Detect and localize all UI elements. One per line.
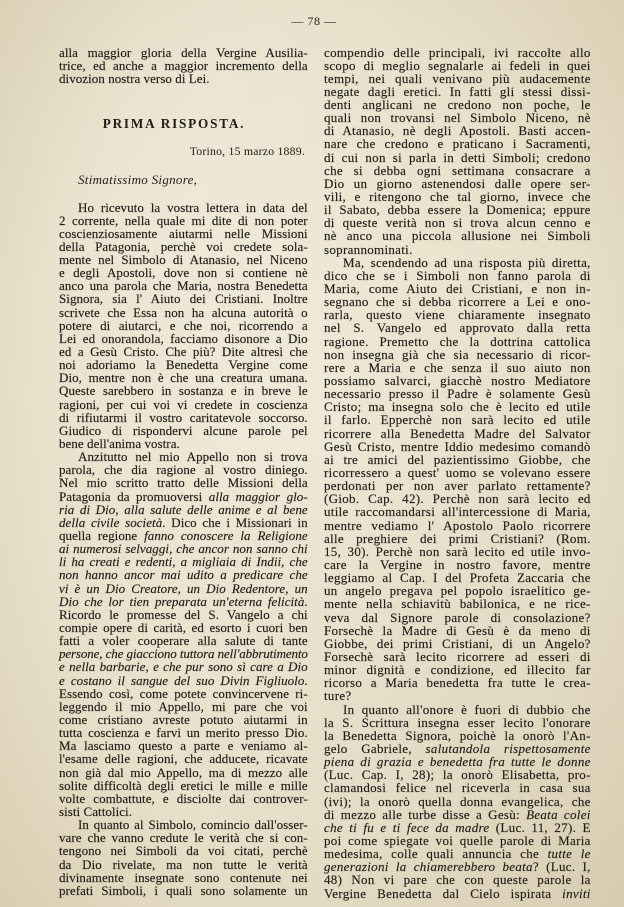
text-line: di cui non si parla in detti Simboli; credono xyxy=(324,149,591,165)
text-line: rarla, questo viene chiaramente insegnato xyxy=(324,307,591,323)
text-line: minor dignità e condizione, ed illecito far xyxy=(324,662,591,678)
italic-text: inviti xyxy=(562,885,591,901)
text-line: nel S. Vangelo ed approvato dalla retta xyxy=(324,320,591,336)
text-line: clamandosi felice nel riceverla in casa sua xyxy=(324,780,591,796)
text-line: Maria, come Aiuto dei Cristiani, e non in- xyxy=(324,281,591,297)
text-line: negate dagli eretici. In fatti gli stessi dissi- xyxy=(324,83,591,99)
text-line: mente nella schiavitù babilonica, e ne rice- xyxy=(324,596,591,612)
text-line: ed a Gesù Cristo. Che più? Dite altresì che xyxy=(59,344,308,360)
text-line: necessario presso il Padre è solamente Gesù xyxy=(324,386,591,402)
text-line: compie opere di carità, ed esorto i cuori ben xyxy=(59,620,308,635)
text-line: un angelo pregava pel popolo israelitico ge- xyxy=(324,583,591,599)
text-line: scopo di meglio segnalarle ai fedeli in quei xyxy=(324,57,591,73)
text-line: Gesù Cristo, mentre Iddio medesimo comandò xyxy=(324,438,591,454)
text-line: mentre vediamo l' Apostolo Paolo ricorrere xyxy=(324,517,591,533)
text-line: Signora, sia l' Aiuto dei Cristiani. Inoltre xyxy=(59,291,308,307)
text-line: la Benedetta Signora, poichè la onorò l'An- xyxy=(324,727,591,743)
text-segment: . xyxy=(304,593,308,609)
text-line: ragione. Premetto che la dottrina cattolica xyxy=(324,333,591,349)
text-line: Queste sarebbero in sostanza e in breve le xyxy=(59,383,308,399)
continued-paragraph xyxy=(59,46,308,85)
italic-text: alla maggior glo- xyxy=(208,488,308,504)
text-line: che si debba ogni settimana consacrare a xyxy=(324,162,591,178)
text-line: non insegna già che sia necessario di ricor- xyxy=(324,346,591,362)
text-segment: . xyxy=(304,672,308,688)
text-line: Giudico di rispondervi alcune parole pel xyxy=(59,422,308,438)
text-line: bene dell'anima vostra. xyxy=(59,436,180,452)
text-line: non già dal mio Appello, ma di mezzo alle xyxy=(59,764,308,780)
text-line: trice, ed anche a maggior incremento della xyxy=(59,57,308,73)
text-line: leggendo il mio Appello, mi pare che voi xyxy=(59,698,308,714)
text-line xyxy=(59,595,308,608)
text-line: di rifiutarmi il vostro caritatevole soccorso. xyxy=(59,409,308,425)
text-line: alle preghiere dei primi Cristiani? (Rom. xyxy=(324,530,591,546)
text-line: utile raccomandarsi all'intercessione di Maria, xyxy=(324,504,591,520)
text-segment: gelo Gabriele, xyxy=(324,740,426,756)
text-line: ricorrere alla Benedetta Madre del Salvator xyxy=(324,425,591,441)
text-line: divozion nostra verso di Lei. xyxy=(59,70,210,86)
text-line: Forsechè la Madre di Gesù è da meno di xyxy=(324,622,591,638)
text-line: Lei ed onorandola, facciamo disonore a Dio xyxy=(59,330,308,346)
right-column xyxy=(324,0,591,907)
italic-text: tutte le xyxy=(547,846,591,862)
text-segment: medesima, colle quali annuncia che xyxy=(324,846,548,862)
italic-text: della civile società xyxy=(59,514,163,530)
italic-text: fanno conoscere la Religione xyxy=(144,528,308,544)
text-line: di Atanasio, nè degli Apostoli. Basti accen- xyxy=(324,123,591,139)
text-line: rere a Maria e che senza il suo aiuto non xyxy=(324,359,591,375)
text-line: ture? xyxy=(324,688,352,704)
text-line: compendio delle principali, ivi raccolte allo xyxy=(324,44,591,60)
text-segment: quella regione xyxy=(59,528,145,544)
paragraph xyxy=(324,256,591,703)
text-line: possiamo salvarci, giacchè nostro Mediatore xyxy=(324,373,591,389)
text-line xyxy=(324,821,591,834)
text-segment: . Dico che i Missionari in xyxy=(162,514,308,530)
text-line: (ivi); la onorò quella donna evangelica, che xyxy=(324,793,591,809)
text-line: coscienziosamente aiutarmi nelle Missioni xyxy=(59,225,308,241)
text-line: vare che vanno credute le verità che si con- xyxy=(59,830,308,846)
left-column xyxy=(59,0,308,907)
text-line: Essendo così, come potete convincervene ri- xyxy=(59,685,308,701)
text-line: denti anglicani ne credono non poche, le xyxy=(324,97,591,113)
text-line: tutta coscienza e farvi un merito presso Dio. xyxy=(59,725,308,741)
text-line: nare che credono e praticano i Sacramenti, xyxy=(324,136,591,152)
text-line: 48) Non vi pare che con queste parole la xyxy=(324,872,591,888)
text-line: Ma, scendendo ad una risposta più diretta, xyxy=(343,254,591,270)
text-line: volte combattute, e disciolte dai controver- xyxy=(59,790,308,806)
section-heading: PRIMA RISPOSTA. xyxy=(102,116,246,131)
text-line: care la Vergine in nostro favore, mentre xyxy=(324,556,591,572)
letter-body xyxy=(59,201,308,897)
text-line: da Dio rivelate, ma non tutte le verità xyxy=(59,856,308,872)
italic-text: ai numerosi selvaggi, che ancor non sanno chi xyxy=(59,541,308,557)
text-line: leggiamo al Cap. I del Profeta Zaccaria che xyxy=(324,570,591,586)
text-line: Nel mio scritto tratto delle Missioni della xyxy=(59,475,308,491)
text-line: soprannominati. xyxy=(324,241,413,257)
italic-text: e nella barbarie, e che pur sono sì care a Dio xyxy=(59,659,308,675)
italic-text: salutandola rispettosamente xyxy=(425,740,591,756)
italic-text: che ti fu e ti fece da madre xyxy=(324,819,490,835)
text-line: solite difficoltà degli eretici le mille e mille xyxy=(59,777,308,793)
text-line: nè anco una piccola allusione nei Simboli xyxy=(324,228,591,244)
paragraph xyxy=(59,201,308,451)
text-line: 2 corrente, nella quale mi dite di non poter xyxy=(59,212,308,228)
text-line: Ricordo le promesse del S. Vangelo a chi xyxy=(59,606,308,622)
text-line: divinamente insegnate sono contenute nei xyxy=(59,869,308,885)
text-line: prefati Simboli, i quali sono solamente un xyxy=(59,882,308,898)
right-column-body xyxy=(324,46,591,900)
text-line: Ho ricevuto la vostra lettera in data del xyxy=(78,199,308,215)
italic-text: non hanno ancor mai udito a predicare che xyxy=(59,567,308,583)
text-line: e degli Apostoli, dove non si contiene nè xyxy=(59,265,308,281)
text-line: ricorso a Maria benedetta fra tutte le crea- xyxy=(324,675,591,691)
text-line: Ma lasciamo questo a parte e veniamo al- xyxy=(59,738,308,754)
text-line: potere di aiutarci, e che noi, ricorrendo a xyxy=(59,317,308,333)
italic-text: Dio che lor tien preparata un'eterna felicità xyxy=(59,593,305,609)
text-line: mente nel Simbolo di Atanasio, nel Niceno xyxy=(59,252,308,268)
text-line: la S. Scrittura insegna esser lecito l'onorare xyxy=(324,714,591,730)
text-line: quali non trovansi nel Simbolo Niceno, nè xyxy=(324,110,591,126)
text-line: In quanto al Simbolo, comincio dall'osser- xyxy=(78,817,308,833)
italic-text: e costano il sangue del suo Divin Figliuolo xyxy=(59,672,305,688)
text-line: di queste verità non si trova alcun cenno e xyxy=(324,215,591,231)
text-line: tengono nei Simboli da voi citati, perchè xyxy=(59,843,308,859)
text-line: Giobbe, dei primi Cristiani, di un Angelo? xyxy=(324,635,591,651)
text-line: della Patagonia, perchè voi credete sola- xyxy=(59,238,308,254)
text-line: dico che se i Simboli non fanno parola di xyxy=(324,267,591,283)
italic-text: ria di Dio, alla salute delle anime e al bene xyxy=(59,501,308,517)
paragraph xyxy=(59,818,308,897)
text-line: scrivete che Essa non ha alcuna autorità o xyxy=(59,304,308,320)
page-number: — 78 — xyxy=(291,14,337,28)
italic-text: generazioni la chiamerebbero beata xyxy=(324,859,533,875)
paragraph xyxy=(324,703,591,900)
text-segment: Vergine Benedetta dal Cielo ispirata xyxy=(324,885,563,901)
salutation: Stimatissimo Signore, xyxy=(78,171,198,187)
text-line: Forsechè sarà lecito ricorrere ad esseri di xyxy=(324,648,591,664)
text-line: come cristiano avreste potuto aiutarmi in xyxy=(59,711,308,727)
text-line: 15, 30). Perchè non sarà lecito ed utile invo- xyxy=(324,543,591,559)
text-segment: di mezzo alle turbe disse a Gesù: xyxy=(324,806,527,822)
text-line: Dio un giorno astenendosi dalle opere ser- xyxy=(324,175,591,191)
text-line: parola, che dia ragione al vostro diniego. xyxy=(59,462,308,478)
text-segment: ? (Luc. I, xyxy=(532,859,591,875)
text-line: ai tre amici del pazientissimo Giobbe, che xyxy=(324,451,591,467)
dateline: Torino, 15 marzo 1889. xyxy=(189,144,305,158)
text-line: fatti a voler cooperare alla salute di tante xyxy=(59,633,308,649)
text-segment: Patagonia da promuoversi xyxy=(59,488,209,504)
text-line: Dio, mentre non è che una creatura umana. xyxy=(59,370,308,386)
text-line: vili, e ritengono che tal giorno, invece che xyxy=(324,189,591,205)
italic-text: Beata colei xyxy=(526,806,591,822)
text-line: ricorressero a quest' uomo se volevano essere xyxy=(324,465,591,480)
italic-text: piena di grazia e benedetta fra tutte le donne xyxy=(324,754,591,770)
text-line: veva dal Signore parole di consolazione? xyxy=(324,609,591,625)
text-line xyxy=(59,674,308,687)
text-line: noi adoriamo la Benedetta Vergine come xyxy=(59,357,308,373)
text-line: tempi, nei quali venivano più audacemente xyxy=(324,70,591,86)
text-line: In quanto all'onore è fuori di dubbio che xyxy=(343,701,591,717)
continued-paragraph xyxy=(324,46,591,256)
text-line: Anzitutto nel mio Appello non si trova xyxy=(78,449,308,465)
text-line: anco una parola che Maria, nostra Benedetta xyxy=(59,278,308,294)
text-line: Cristo; ma insegna solo che è lecito ed utile xyxy=(324,399,591,415)
text-line: poi come spiegate voi quelle parole di Maria xyxy=(324,832,591,848)
italic-text: li ha creati e redenti, a migliaia di Indii, che xyxy=(59,554,308,570)
text-line xyxy=(324,887,591,900)
text-line: l'esame delle ragioni, che adducete, ricavate xyxy=(59,751,308,767)
italic-text: vi è un Dio Creatore, un Dio Redentore, un xyxy=(59,580,308,596)
text-line: (Luc. Cap. I, 28); la onorò Elisabetta, pro- xyxy=(324,767,591,783)
text-line: alla maggior gloria della Vergine Ausilia- xyxy=(59,44,308,60)
text-line: segnano che si debba ricorrere a Lei e ono- xyxy=(324,294,591,310)
text-line: ragioni, per cui voi vi credete in coscienza xyxy=(59,396,308,412)
text-line: perdonati per non aver parlato rettamente? xyxy=(324,478,591,494)
text-line: (Giob. Cap. 42). Perchè non sarà lecito ed xyxy=(324,491,591,507)
italic-text: persone, che giacciono tuttora nell'abbrutimento xyxy=(59,646,308,662)
text-segment: (Luc. 11, 27). E xyxy=(489,819,591,835)
text-line: il farlo. Epperchè non sarà lecito ed utile xyxy=(324,412,591,428)
text-line: sisti Cattolici. xyxy=(59,803,133,819)
text-line: il Sabato, debba essere la Domenica; eppure xyxy=(324,202,591,218)
paragraph xyxy=(59,450,308,818)
